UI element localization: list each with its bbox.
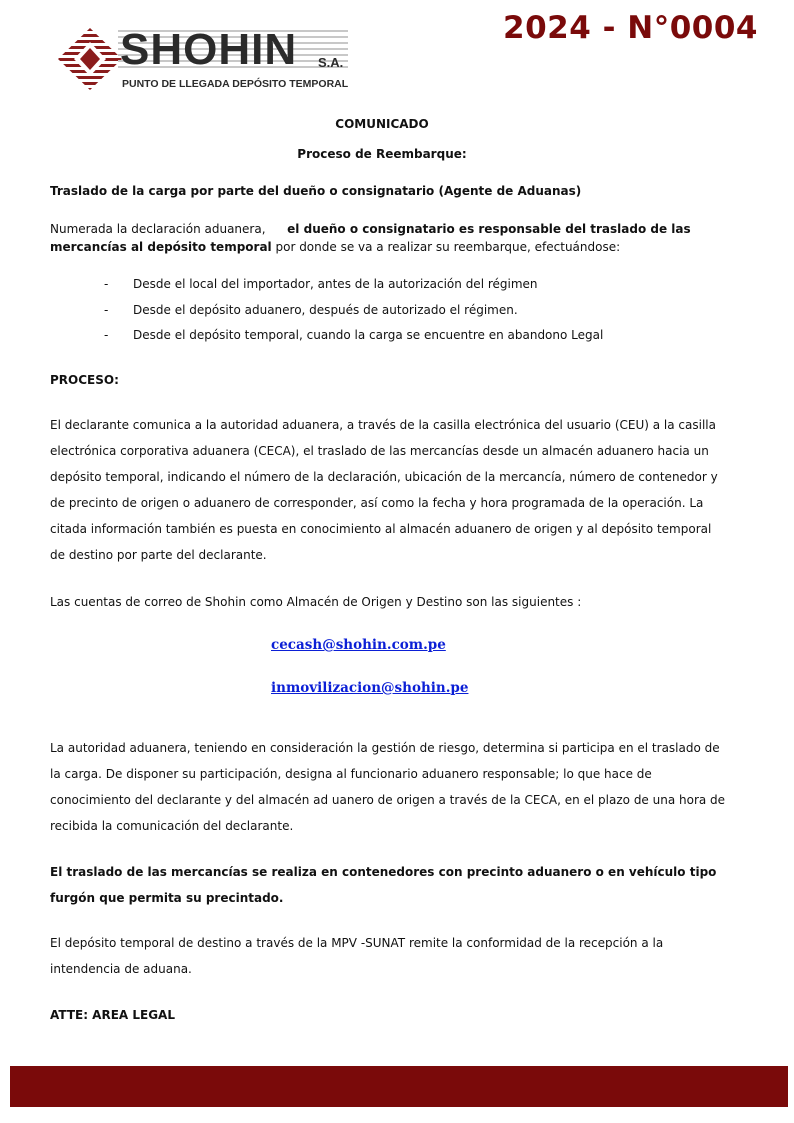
section-heading: Traslado de la carga por parte del dueño o consignatario (Agente de Aduanas) [50,184,582,198]
list-item [104,323,724,349]
bullet-marker: - [104,277,109,291]
list-item-text: Desde el depósito temporal, cuando la carga se encuentre en abandono Legal [133,328,604,342]
list-item [104,272,724,298]
list-item-text: Desde el local del importador, antes de la autorización del régimen [133,277,538,291]
intro-text: Numerada la declaración aduanera, [50,222,266,236]
email-link-cecash[interactable]: cecash@shohin.com.pe [271,637,446,653]
signature: ATTE: AREA LEGAL [50,1008,175,1022]
accounts-paragraph: Las cuentas de correo de Shohin como Almacén de Origen y Destino son las siguientes : [50,595,582,609]
footer-bar [10,1066,788,1107]
diamond-logo-icon [56,26,126,92]
process-paragraph: El declarante comunica a la autoridad aduanera, a través de la casilla electrónica del usuario (CEU) a la casilla electrónica corporativa aduanera (CECA), el traslado de las mercancías desde un almacén aduanero hacia un depósito temporal, indicando el número de la declaración, ubicación de la mercancía, número de contenedor y de precinto de origen o aduanero de corresponder, así como la fecha y hora programada de la operación. La citada información también es puesta en conocimiento al almacén aduanero de origen y al depósito temporal de destino por parte del declarante. [50,418,718,562]
deposit-paragraph: El depósito temporal de destino a través de la MPV -SUNAT remite la conformidad de la recepción a la intendencia de aduana. [50,936,664,976]
bullet-marker: - [104,302,109,317]
list-item-text: Desde el depósito aduanero, después de autorizado el régimen. [133,302,518,317]
page-subtitle: Proceso de Reembarque: [297,147,467,161]
list-item [104,298,724,324]
intro-bold-text: el dueño o consignatario es responsable del traslado de las mercancías al depósito temporal [50,222,691,254]
logo-suffix: S.A. [318,55,344,70]
page-title: COMUNICADO [335,117,429,131]
email-link-inmovilizacion[interactable]: inmovilizacion@shohin.pe [271,680,469,696]
intro-paragraph [50,220,730,256]
process-heading: PROCESO: [50,373,119,387]
transport-paragraph: El traslado de las mercancías se realiza en contenedores con precinto aduanero o en vehículo tipo furgón que permita su precintado. [50,865,717,905]
intro-text-end: por donde se va a realizar su reembarque, efectuándose: [271,240,621,254]
shohin-logo [56,26,356,92]
logo-tagline: PUNTO DE LLEGADA DEPÓSITO TEMPORAL [122,78,349,90]
origin-list [104,272,724,349]
authority-paragraph: La autoridad aduanera, teniendo en consideración la gestión de riesgo, determina si participa en el traslado de la carga. De disponer su participación, designa al funcionario aduanero responsable; lo que hace de conocimiento del declarante y del almacén ad uanero de origen a través de la CECA, en el plazo de una hora de recibida la comunicación del declarante. [50,741,726,833]
logo-name: SHOHIN [120,25,298,74]
document-number: 2024 - N°0004 [503,10,758,46]
bullet-marker: - [104,328,109,342]
